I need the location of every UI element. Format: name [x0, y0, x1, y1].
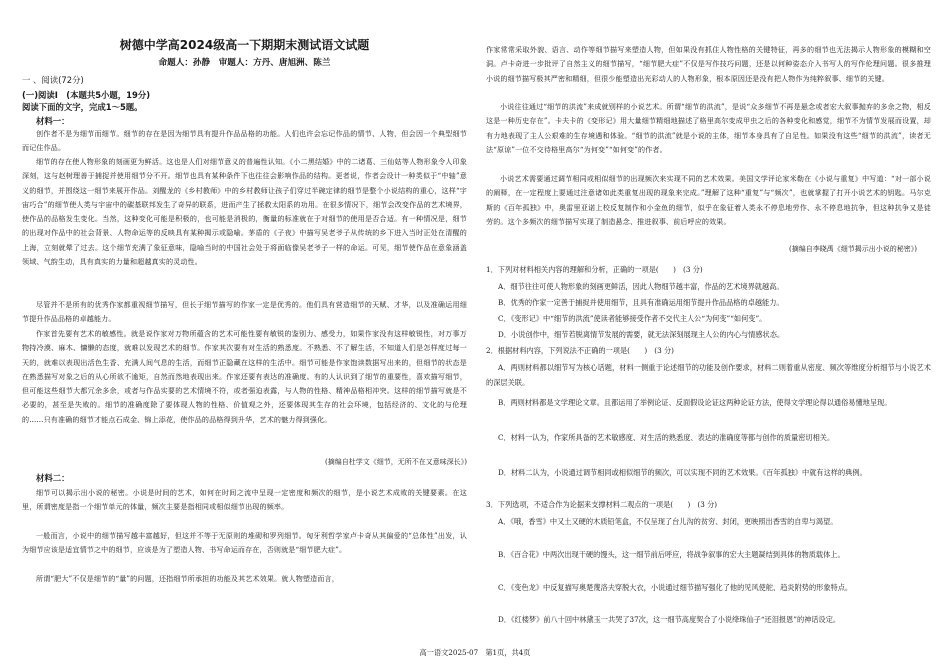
q3-option-c: C．《变色龙》中反复描写奥楚蔑洛夫穿脱大衣，小说通过细节描写强化了他的见风使舵、趋炎附势的形象特点。 [498, 583, 853, 592]
material2-label: 材料二： [36, 473, 70, 483]
exam-title: 树德中学高2024级高一下期期末测试语文试题 [119, 38, 370, 52]
m2-paragraph-2: 一般而言，小说中的细节描写越丰富越好，但这并不等于无原则的堆砌和罗列细节。匈牙利哲学家卢卡奇从其偏爱的“总体性”出发，认为细节应该是适宜情节之中的细节，应该是为了塑造人物、书写命运而存在，否则就是“细节肥大症”。 [22, 531, 467, 555]
m1-paragraph-3: 尽管并不是所有的优秀作家都重视细节描写，但长于细节描写的作家一定是优秀的。他们具有营造细节的天赋、才华，以及准确运用细节提升作品品格的卓越能力。 [22, 300, 467, 324]
q2-option-b: B．两则材料都是文学理论文章。且都运用了举例论证、反面假设论证这两种论证方法，使得文学理论得以通俗易懂地呈现。 [498, 398, 892, 407]
q1-option-d: D．小说创作中，细节若脱离情节发展的需要，就无法深刻展现主人公的内心与情感状态。 [498, 330, 785, 339]
q1-option-b: B．优秀的作家一定善于捕捉并使用细节，且具有准确运用细节提升作品品格的卓越能力。 [498, 298, 784, 307]
q1-option-c: C．《变形记》中“细节的洪流”使读者能够接受作者不交代主人公“为何变”“如何变”。 [498, 314, 767, 323]
page-footer: 高一语文2025-07 第1页，共4页 [419, 648, 531, 657]
r-source: (摘编自李晓禹《细节揭示出小说的秘密》) [789, 245, 917, 253]
m1-paragraph-2: 细节的存在使人物形象的刻画更为鲜活。这也是人们对细节意义的普遍性认知。《小二黑结婚》中的二诸葛、三仙姑等人物形象令人印象深刻，这与赵树理善于捕捉并使用细节分不开。细节也具有某种条件下也往往会影响作品的结构。更者说，作者会设计一种类似于“中轴”意义的细节，并围绕这一细节来展开作品。刘醒龙的《乡村教师》中的乡村教师让孩子们穿过半碗定律的细节是整个小说结构的重心，这样“宇宙巧合”的细节使人类与宇宙中的碳基联邦发生了奇异的联系，进而产生了拯救太阳系的功用。在很多情况下，细节会改变作品的艺术境界，使作品的品格发生变化。当然，这种变化可能是积极的，也可能是消极的，衡量的标准就在于对细节的使用是否合适。有一种情况是，细节的出现对作品中的社会背景、人物命运等的反映具有某种揭示或隐喻。茅盾的《子夜》中描写吴老爷子从传统的乡下进入当时正处在清醒的上海，立刻就晕了过去。这个细节充满了象征意味，隐喻当时的中国社会处于将面临像吴老爷子一样的命运。可见，细节使作品在意象涵盖领域、气韵生动，具有真实的力量和超越真实的灵动性。 [22, 157, 467, 267]
section-heading: 一 、阅读(72分) [22, 75, 84, 85]
q2-option-c: C．材料一认为，作家所具备的艺术敏感度、对生活的熟悉度、表达的准确度等都与创作的质量密切相关。 [498, 433, 835, 442]
question-1: 1．下列对材料相关内容的理解和分析，正确的一项是( ) (3 分) [486, 265, 703, 274]
r-paragraph-1: 作家常常采取外貌、语言、动作等细节描写来塑造人物，但如果没有抓住人物性格的关键特征，再多的细节也无法揭示人物形象的模糊和空洞。卢卡奇进一步批评了自然主义的细节描写，“细节肥大症”不仅是写作技巧问题，还是以何种姿态介入书写人的写作伦理问题。很多推理小说的细节描写极其严密和精细，但很少能塑造出光彩动人的人物形象，根本原因还是没有把人物作为纯粹叙事、细节的关键。 [486, 45, 931, 83]
q3-option-d: D．《红楼梦》前八十回中林黛玉一共哭了37次，这一细节高度契合了小说绛珠仙子“还泪报恩”的神话设定。 [498, 615, 841, 624]
material1-label: 材料一： [36, 116, 70, 126]
m2-paragraph-1: 细节可以揭示出小说的秘密。小说是时间的艺术，如何在时间之流中呈现一定密度和频次的细节，是小说艺术成败的关键要素。在这里，所谓密度是指一个细节单元的体量，频次主要是指相同或相似细节出现的频率。 [22, 488, 467, 512]
m1-source: (摘编自杜学文《细节，无所不在又意味深长》) [325, 458, 467, 466]
m1-paragraph-4: 作家首先要有艺术的敏感性。就是说作家对万物所蕴含的艺术可能性要有敏锐的鉴别力、感受力，如果作家没有这样敏锐性，对万事万物持冷漠、麻木、慵懒的态度，就难以发现艺术的细节。作家其次要有对生活的熟悉度。不熟悉、不了解生活，不知道人们是怎样度过每一天的，就难以表现出活色生香、充满人间气息的生活，而细节正隐藏在这样的生活中。细节可能是作家饱读数据写出来的，但细节的状态是在熟悉描写对象之后的从心所欲不逾矩，自然而然地表现出来。作家还要有表达的准确度。有的人认识到了细节的重要性，喜欢描写细节，但可能这些细节大都冗余多余，或者与作品实要的艺术情境不符，或者强迫表露，与人物的性格、精神品格相冲突。这样的细节描写就是不必要的，甚至是失败的。细节的准确度除了要体现人物的性格、价值观之外，还要体现其生存的社会环境，包括经济的、文化的与伦理的……只有准确的细节才能点石成金、锦上添花，使作品的品格得到升华，艺术的魅力得到强化。 [22, 329, 467, 424]
r-paragraph-2: 小说往往通过“细节的洪流”来成就别样的小说艺术。所谓“细节的洪流”，是说“众多细节不再是悬念或者宏大叙事抛弃的多余之物，相反这是一种历史存在”。卡夫卡的《变形记》用大量细节精细地描述了格里高尔变成甲虫之后的各种变化和感觉，细节不为情节发展而设置，却有力地表现了主人公艰难的生存境遇和体验。“细节的洪流”就是小说的主体，细节本身具有了自足性。如果没有这些“细节的洪流”，读者无法“原谅”一位不交待格里高尔“为何变”“如何变”的作者。 [486, 102, 931, 154]
q3-option-b: B．《百合花》中两次出现干硬的馒头，这一细节前后呼应，将战争叙事的宏大主题凝结到具体的物质载体上。 [498, 550, 845, 559]
question-3: 3．下列选项，不适合作为论据来支撑材料二观点的一项是( ) (3 分) [486, 500, 718, 509]
exam-authors: 命题人：孙静 审题人：方丹、唐旭洲、陈兰 [158, 58, 331, 68]
r-paragraph-3: 小说艺术需要通过调节相同或相似细节的出现频次来实现不同的艺术效果。美国文学评论家米勒在《小说与重复》中写道：“对一部小说的阐释，在一定程度上要通过注意诸如此类重复出现的现象来完成。”理解了这种“重复”与“频次”，也就掌握了打开小说艺术的钥匙。马尔克斯的《百年孤独》中，奥雷里亚诺上校反复制作和小金鱼的细节，似乎在象征着人类永不停息地劳作、永不停息地抗争，但这种抗争又是徒劳的。这个多频次的细节描写实现了制造悬念、推进叙事、前后呼应的效果。 [486, 174, 931, 226]
q1-option-a: A．细节往往可使人物形象的刻画更鲜活，因此人物细节越丰富，作品的艺术境界就越高。 [498, 282, 784, 291]
reading1-instruction: 阅读下面的文字，完成1～5题。 [22, 102, 143, 112]
m2-paragraph-3: 所谓“肥大”不仅是细节的“量”的问题，还指细节所承担的功能及其艺术效果。就人物塑造而言， [36, 574, 339, 583]
reading1-heading: (一)阅读Ⅰ (本题共5小题，19分) [22, 90, 151, 100]
m1-paragraph-1: 创作者不是为细节而细节。细节的存在是因为细节具有提升作品品格的功能。人们也许会忘记作品的情节、人物，但会因一个典型细节而记住作品。 [22, 129, 467, 153]
q2-option-d: D．材料二认为，小说通过调节相同或相似细节的频次，可以实现不同的艺术效果。《百年孤独》中就有这样的典例。 [498, 468, 867, 477]
q3-option-a: A．《哦，香雪》中又土又硬的木质铅笔盒，不仅呈现了台儿沟的贫穷、封闭，更映照出香雪的自卑与渴望。 [498, 517, 838, 526]
q2-option-a: A．两则材料都以细节写为核心话题，材料一侧重于论述细节的功能及创作要求，材料二则着重从密度、频次等维度分析细节与小说艺术的深层关联。 [486, 363, 931, 387]
question-2: 2．根据材料内容，下列说法不正确的一项是( ) (3 分) [486, 346, 674, 355]
